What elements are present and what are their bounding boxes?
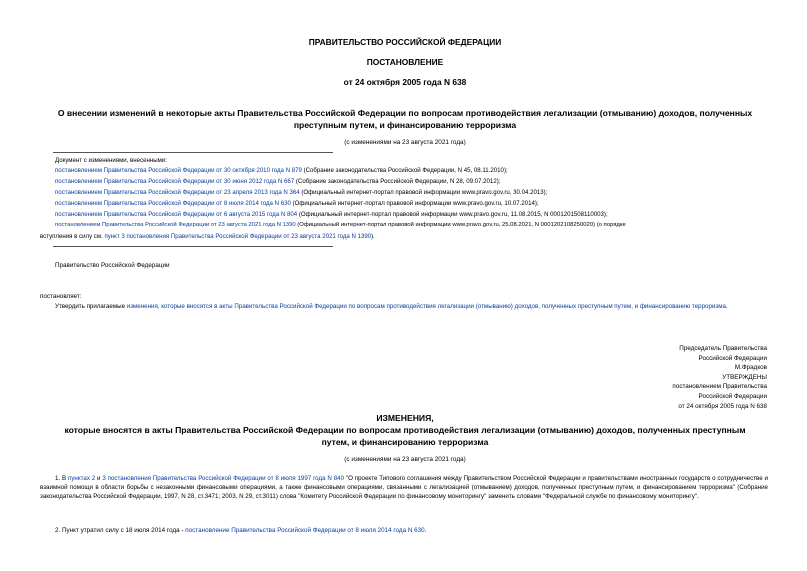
doc-type-heading: ПОСТАНОВЛЕНИЕ xyxy=(366,57,444,67)
amendment-source: (Официальный интернет-портал правовой информации www.pravo.gov.ru, 11.08.2015, N 0001201508110003); xyxy=(297,211,608,218)
amendment-link[interactable]: постановлением Правительства Российской Федерации от 30 октября 2010 года N 879 xyxy=(55,167,302,174)
p1-link-decree-840[interactable]: 3 постановления Правительства Российской Федерации от 8 июля 1997 года N 840 xyxy=(102,475,345,482)
p1-link-paragraph2[interactable]: пунктах 2 xyxy=(67,475,96,482)
signature-org: Российской Федерации xyxy=(698,354,767,362)
amendment-source: (Собрание законодательства Российской Федерации, N 45, 08.11.2010); xyxy=(301,167,508,174)
divider-bottom xyxy=(53,246,333,247)
approved-label: УТВЕРЖДЕНЫ xyxy=(722,373,767,381)
signature-block xyxy=(672,344,767,411)
approved-by: постановлением Правительства xyxy=(672,383,767,391)
doc-date-number: от 24 октября 2005 года N 638 xyxy=(343,77,467,87)
doc-title-line2: преступным путем, и финансированию терроризма xyxy=(293,120,517,130)
amendment-item xyxy=(55,211,608,218)
change-paragraph-1: 1. В пунктах 2 и 3 постановления Правительства Российской Федерации от 8 июля 1997 года N 840 "О проекте Типового соглашения между Правительством Российской Федерации и правительствами иностранных государств о сотрудничестве и взаимной помощи в области борьбы с незаконными финансовыми операциями, а также финансовыми операциями, связанными с легализацией (отмыванием) доходов, полученных преступным путем, и финансированием терроризма" (Собрание законодательства Российской Федерации, 1997, N 28, ст.3471; 2003, N 29, ст.3011) слова "Комитету Российской Федерации по финансовому мониторингу" заменить словами "Федеральной службе по финансовому мониторингу". xyxy=(40,475,768,500)
amendment-source: (Официальный интернет-портал правовой информации www.pravo.gov.ru, 30.04.2013); xyxy=(299,189,548,196)
doc-title-line1: О внесении изменений в некоторые акты Правительства Российской Федерации по вопросам противодействия легализации (отмыванию) доходов, полученных xyxy=(57,108,753,118)
approved-date: от 24 октября 2005 года N 638 xyxy=(678,402,767,410)
amendment-item xyxy=(55,189,547,196)
approve-link[interactable]: изменения, которые вносятся в акты Правительства Российской Федерации по вопросам противодействия легализации (отмыванию) доходов, полученных преступным путем, и финансированию терроризма xyxy=(126,303,726,310)
changes-subtitle-line1: которые вносятся в акты Правительства Российской Федерации по вопросам противодействия легализации (отмыванию) доходов, полученных преступным xyxy=(64,425,746,435)
effective-link[interactable]: пункт 3 постановления Правительства Российской Федерации от 23 августа 2021 года N 1390 xyxy=(104,233,372,240)
amendment-item xyxy=(55,178,500,185)
amendment-link[interactable]: постановлением Правительства Российской Федерации от 30 июня 2012 года N 667 xyxy=(55,178,295,185)
divider-top xyxy=(53,152,333,153)
amendment-link[interactable]: постановлением Правительства Российской Федерации от 6 августа 2015 года N 804 xyxy=(55,211,298,218)
resolves-label: постановляет: xyxy=(40,293,82,300)
amendment-source: (Официальный интернет-портал правовой информации www.pravo.gov.ru, 10.07.2014); xyxy=(290,200,539,207)
revision-note: (с изменениями на 23 августа 2021 года) xyxy=(344,139,466,146)
amendment-source: (Официальный интернет-портал правовой информации www.pravo.gov.ru, 25.08.2021, N 0001202108250020) (о порядке xyxy=(295,222,626,228)
amendment-item xyxy=(55,200,539,207)
signature-position: Председатель Правительства xyxy=(679,345,767,352)
changes-title: ИЗМЕНЕНИЯ, xyxy=(376,413,434,423)
changes-revision-note: (с изменениями на 23 августа 2021 года) xyxy=(344,456,466,463)
amendment-effective-note: вступления в силу см. пункт 3 постановления Правительства Российской Федерации от 23 августа 2021 года N 1390). xyxy=(40,233,375,240)
amendment-link[interactable]: постановлением Правительства Российской Федерации от 8 июля 2014 года N 630 xyxy=(55,200,291,207)
amendment-source: (Собрание законодательства Российской Федерации, N 28, 09.07.2012); xyxy=(294,178,501,185)
amendments-intro: Документ с изменениями, внесенными: xyxy=(55,157,167,164)
change-paragraph-2: 2. Пункт утратил силу с 18 июля 2014 года - постановление Правительства Российской Федерации от 8 июля 2014 года N 630. xyxy=(55,527,427,534)
amendment-link[interactable]: постановлением Правительства Российской Федерации от 23 августа 2021 года N 1390 xyxy=(55,222,296,228)
changes-subtitle-line2: путем, и финансированию терроризма xyxy=(321,437,489,447)
approved-org: Российской Федерации xyxy=(698,392,767,400)
org-heading: ПРАВИТЕЛЬСТВО РОССИЙСКОЙ ФЕДЕРАЦИИ xyxy=(308,37,502,47)
signature-name: М.Фрадков xyxy=(734,364,767,372)
doc-title xyxy=(40,107,770,131)
p2-link-decree-630[interactable]: постановление Правительства Российской Федерации от 8 июля 2014 года N 630 xyxy=(185,527,425,534)
amendment-item xyxy=(55,222,626,228)
amendment-link[interactable]: постановлением Правительства Российской Федерации от 23 апреля 2013 года N 364 xyxy=(55,189,300,196)
amendment-item xyxy=(55,167,508,174)
approve-paragraph: Утвердить прилагаемые изменения, которые вносятся в акты Правительства Российской Федерации по вопросам противодействия легализации (отмыванию) доходов, полученных преступным путем, и финансированию терроризма. xyxy=(55,303,728,310)
government-name: Правительство Российской Федерации xyxy=(55,262,170,269)
changes-subtitle xyxy=(40,424,770,448)
